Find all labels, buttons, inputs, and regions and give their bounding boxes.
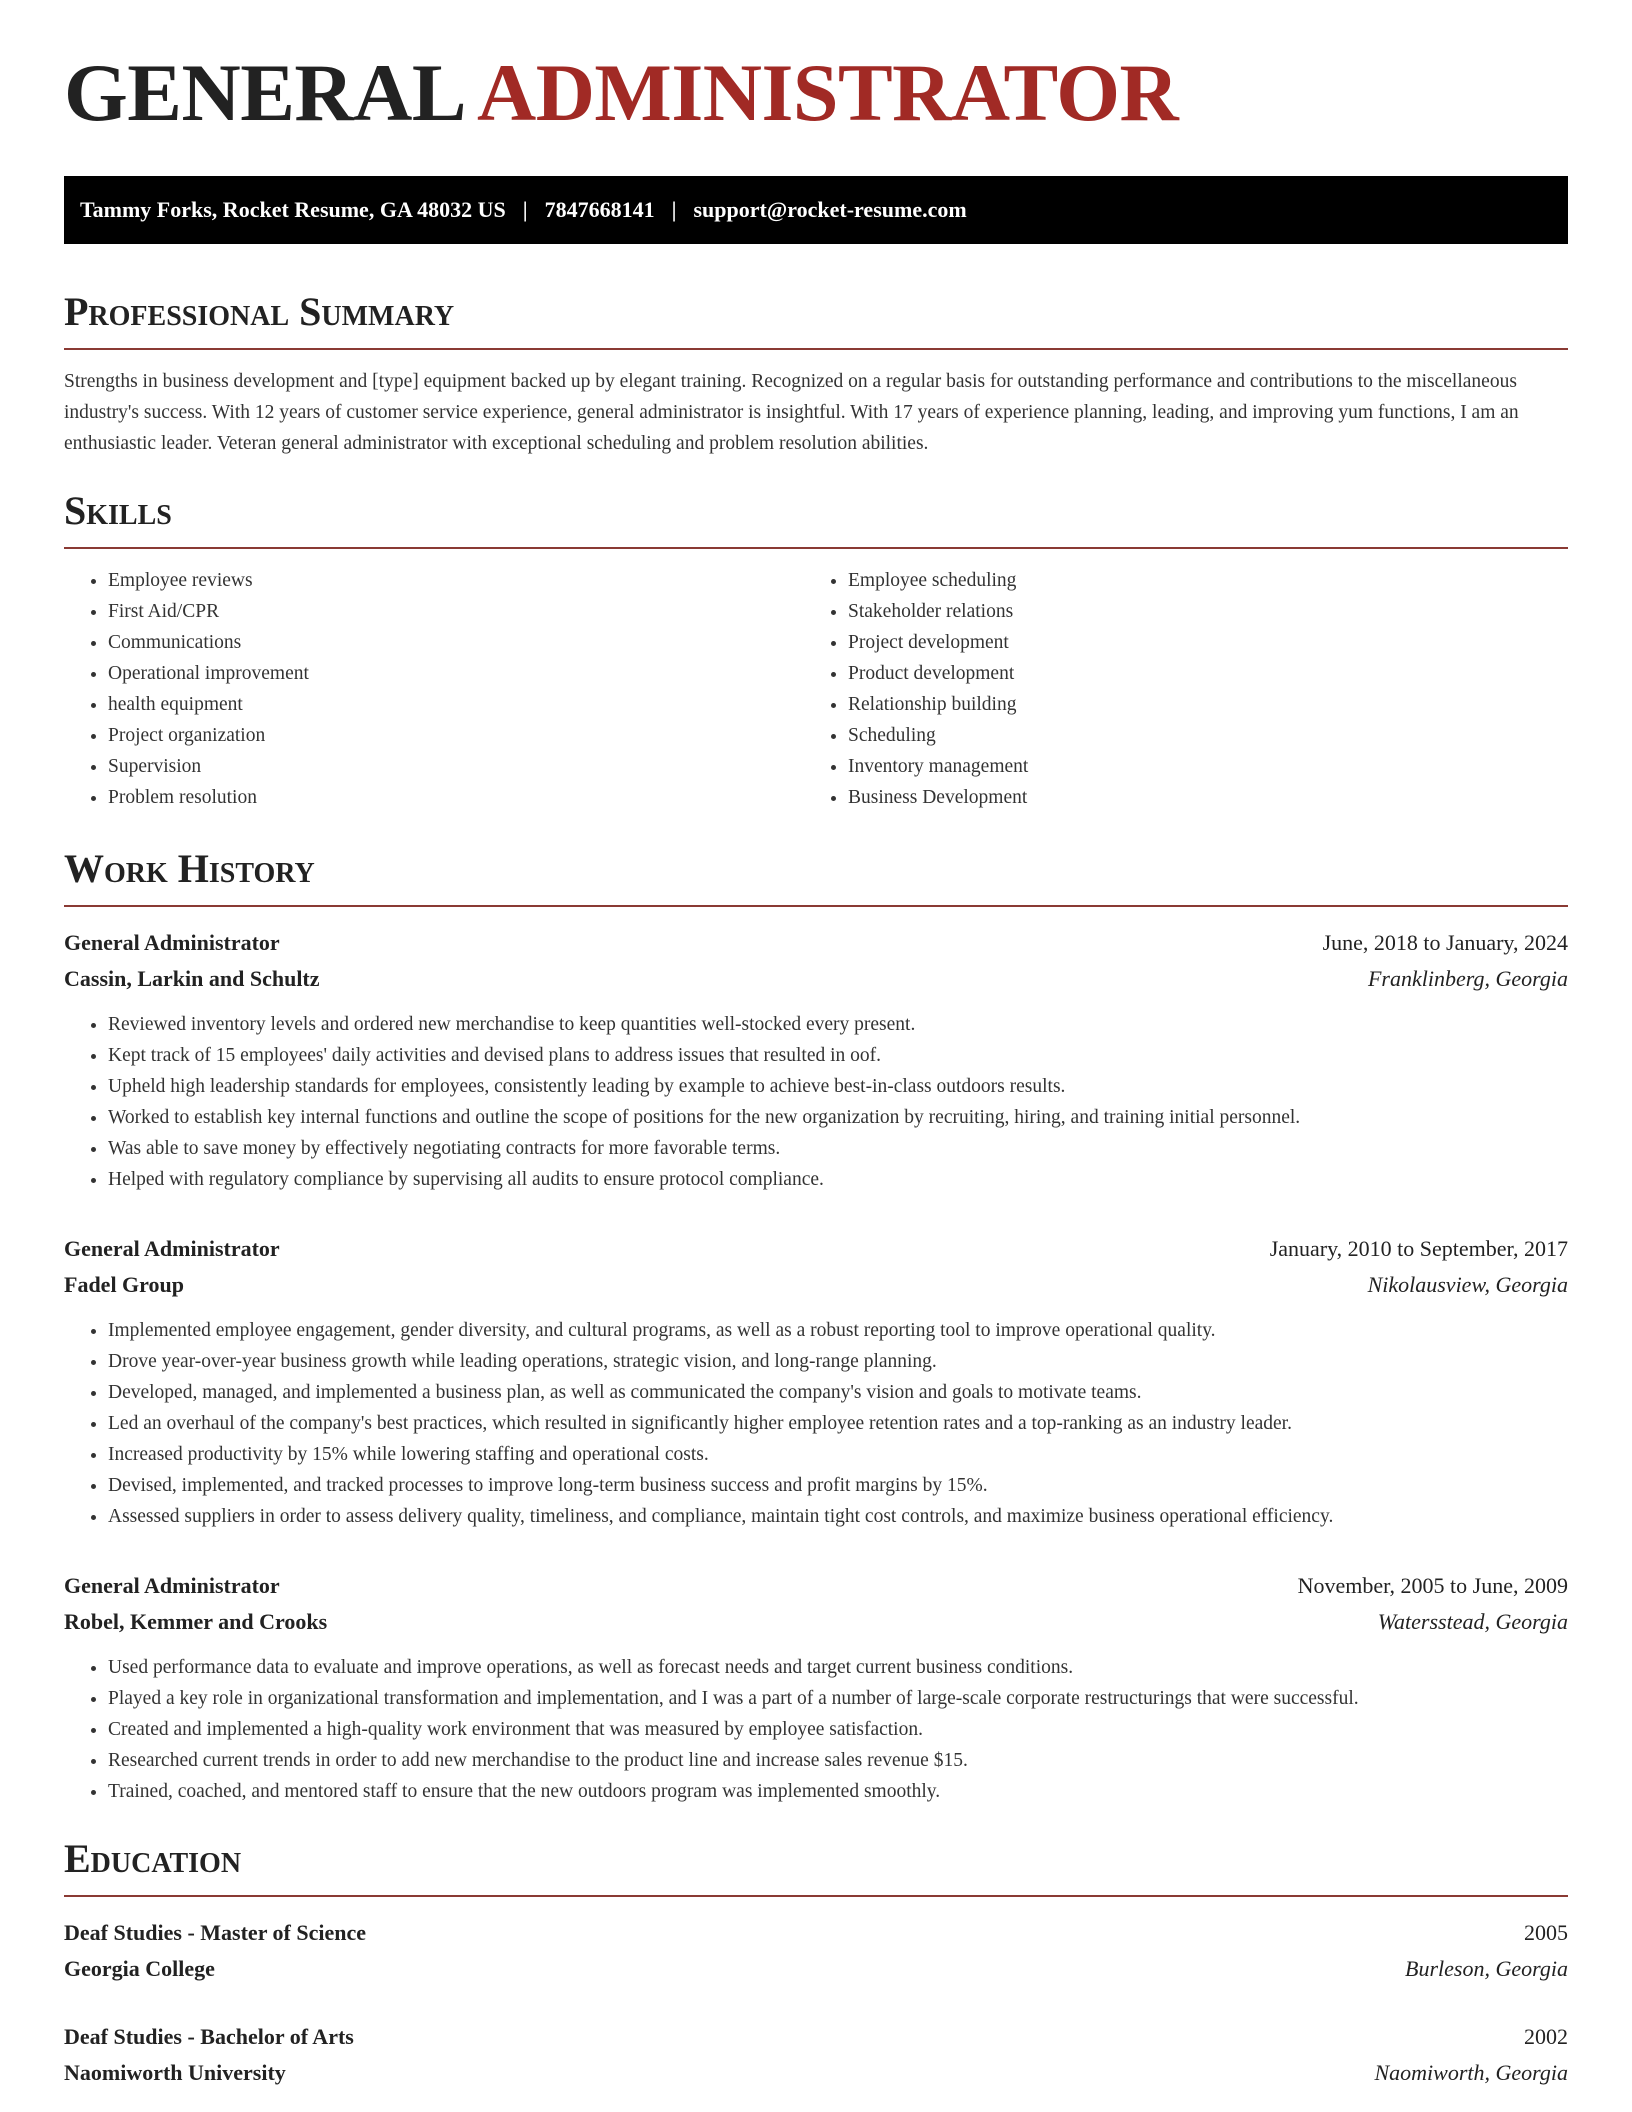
- skill-item: • Employee reviews: [108, 565, 804, 596]
- job-position: General Administrator: [64, 1573, 280, 1598]
- education-heading: Education: [64, 1839, 1568, 1897]
- job-company-row: [64, 1604, 1568, 1640]
- duty-item: • Used performance data to evaluate and improve operations, as well as forecast needs and target current business conditions.: [108, 1652, 1568, 1683]
- job-position: General Administrator: [64, 1236, 280, 1261]
- education-degree: Deaf Studies - Master of Science: [64, 1920, 367, 1945]
- skill-item: • Scheduling: [848, 720, 1544, 751]
- education-school-row: [64, 2055, 1568, 2091]
- job-location: Franklinberg, Georgia: [1367, 966, 1568, 991]
- job-header-row: [64, 925, 1568, 961]
- education-school: Georgia College: [64, 1956, 215, 1981]
- job-header-row: [64, 1231, 1568, 1267]
- education-degree: Deaf Studies - Bachelor of Arts: [64, 2024, 354, 2049]
- duty-item: • Researched current trends in order to add new merchandise to the product line and increase sales revenue $15.: [108, 1745, 1568, 1776]
- duty-item: • Drove year-over-year business growth while leading operations, strategic vision, and long-range planning.: [108, 1346, 1568, 1377]
- job-dates: June, 2018 to January, 2024: [1322, 930, 1568, 955]
- duty-item: • Helped with regulatory compliance by supervising all audits to ensure protocol compliance.: [108, 1164, 1568, 1195]
- education-degree-row: [64, 2019, 1568, 2055]
- job-duties: [64, 1652, 1568, 1807]
- duty-item: • Developed, managed, and implemented a business plan, as well as communicated the company's vision and goals to motivate teams.: [108, 1377, 1568, 1408]
- contact-separator: |: [671, 197, 677, 222]
- duty-item: • Created and implemented a high-quality work environment that was measured by employee satisfaction.: [108, 1714, 1568, 1745]
- job-company: Fadel Group: [64, 1272, 185, 1297]
- skill-item: • Stakeholder relations: [848, 596, 1544, 627]
- contact-email: support@rocket-resume.com: [693, 197, 967, 222]
- duty-item: • Played a key role in organizational transformation and implementation, and I was a part of a number of large-scale corporate restructurings that were successful.: [108, 1683, 1568, 1714]
- skill-item: • Business Development: [848, 782, 1544, 813]
- job-entry: [64, 925, 1568, 1195]
- last-name: ADMINISTRATOR: [476, 47, 1179, 138]
- skill-item: • Operational improvement: [108, 658, 804, 689]
- education-location: Burleson, Georgia: [1405, 1956, 1568, 1981]
- contact-address: Tammy Forks, Rocket Resume, GA 48032 US: [80, 197, 506, 222]
- job-entry: [64, 1568, 1568, 1807]
- duty-item: • Kept track of 15 employees' daily activities and devised plans to address issues that resulted in oof.: [108, 1040, 1568, 1071]
- skill-item: • Supervision: [108, 751, 804, 782]
- contact-separator: |: [522, 197, 528, 222]
- summary-text: Strengths in business development and [type] equipment backed up by elegant training. Recognized on a regular basis for outstanding performance and contributions to the miscellaneous industry's success. With 12 years of customer service experience, general administrator is insightful. With 17 years of experience planning, leading, and improving yum functions, I am an enthusiastic leader. Veteran general administrator with exceptional scheduling and problem resolution abilities.: [64, 371, 1519, 454]
- job-company-row: [64, 1267, 1568, 1303]
- skill-item: • Product development: [848, 658, 1544, 689]
- duty-item: • Implemented employee engagement, gender diversity, and cultural programs, as well as a robust reporting tool to improve operational quality.: [108, 1315, 1568, 1346]
- education-year: 2005: [1524, 1920, 1568, 1945]
- duty-item: • Upheld high leadership standards for employees, consistently leading by example to achieve best-in-class outdoors results.: [108, 1071, 1568, 1102]
- skill-item: • health equipment: [108, 689, 804, 720]
- duty-item: • Trained, coached, and mentored staff to ensure that the new outdoors program was implemented smoothly.: [108, 1776, 1568, 1807]
- skills-heading: Skills: [64, 491, 1568, 549]
- skill-item: • Inventory management: [848, 751, 1544, 782]
- job-dates: January, 2010 to September, 2017: [1269, 1236, 1568, 1261]
- skill-item: • Employee scheduling: [848, 565, 1544, 596]
- duty-item: • Increased productivity by 15% while lowering staffing and operational costs.: [108, 1439, 1568, 1470]
- education-school: Naomiworth University: [64, 2060, 286, 2085]
- summary-heading: Professional Summary: [64, 292, 1568, 350]
- skill-item: • Communications: [108, 627, 804, 658]
- job-header-row: [64, 1568, 1568, 1604]
- duty-item: • Led an overhaul of the company's best practices, which resulted in significantly higher employee retention rates and a top-ranking as an industry leader.: [108, 1408, 1568, 1439]
- duty-item: • Was able to save money by effectively negotiating contracts for more favorable terms.: [108, 1133, 1568, 1164]
- resume-name: [64, 47, 1568, 152]
- resume-page: [64, 47, 1568, 2091]
- job-duties: [64, 1009, 1568, 1195]
- skills-columns: [64, 565, 1568, 813]
- first-name: GENERAL: [64, 47, 462, 138]
- duty-item: • Assessed suppliers in order to assess delivery quality, timeliness, and compliance, maintain tight cost controls, and maximize business operational efficiency.: [108, 1501, 1568, 1532]
- skills-list-left: [64, 565, 804, 813]
- job-company-row: [64, 961, 1568, 997]
- job-position: General Administrator: [64, 930, 280, 955]
- job-company: Robel, Kemmer and Crooks: [64, 1609, 328, 1634]
- skills-list-right: [804, 565, 1544, 813]
- skill-item: • Project development: [848, 627, 1544, 658]
- education-entry: [64, 1915, 1568, 1987]
- job-duties: [64, 1315, 1568, 1532]
- education-year: 2002: [1524, 2024, 1568, 2049]
- job-entry: [64, 1231, 1568, 1532]
- duty-item: • Reviewed inventory levels and ordered new merchandise to keep quantities well-stocked every present.: [108, 1009, 1568, 1040]
- job-location: Watersstead, Georgia: [1377, 1609, 1568, 1634]
- education-entry: [64, 2019, 1568, 2091]
- skill-item: • Project organization: [108, 720, 804, 751]
- education-school-row: [64, 1951, 1568, 1987]
- contact-bar: [64, 176, 1568, 244]
- duty-item: • Devised, implemented, and tracked processes to improve long-term business success and profit margins by 15%.: [108, 1470, 1568, 1501]
- education-degree-row: [64, 1915, 1568, 1951]
- skill-item: • Relationship building: [848, 689, 1544, 720]
- education-location: Naomiworth, Georgia: [1374, 2060, 1568, 2085]
- contact-phone: 7847668141: [544, 197, 655, 222]
- duty-item: • Worked to establish key internal functions and outline the scope of positions for the new organization by recruiting, hiring, and training initial personnel.: [108, 1102, 1568, 1133]
- work-history-heading: Work History: [64, 849, 1568, 907]
- skill-item: • First Aid/CPR: [108, 596, 804, 627]
- job-dates: November, 2005 to June, 2009: [1297, 1573, 1568, 1598]
- job-company: Cassin, Larkin and Schultz: [64, 966, 320, 991]
- job-location: Nikolausview, Georgia: [1367, 1272, 1568, 1297]
- skill-item: • Problem resolution: [108, 782, 804, 813]
